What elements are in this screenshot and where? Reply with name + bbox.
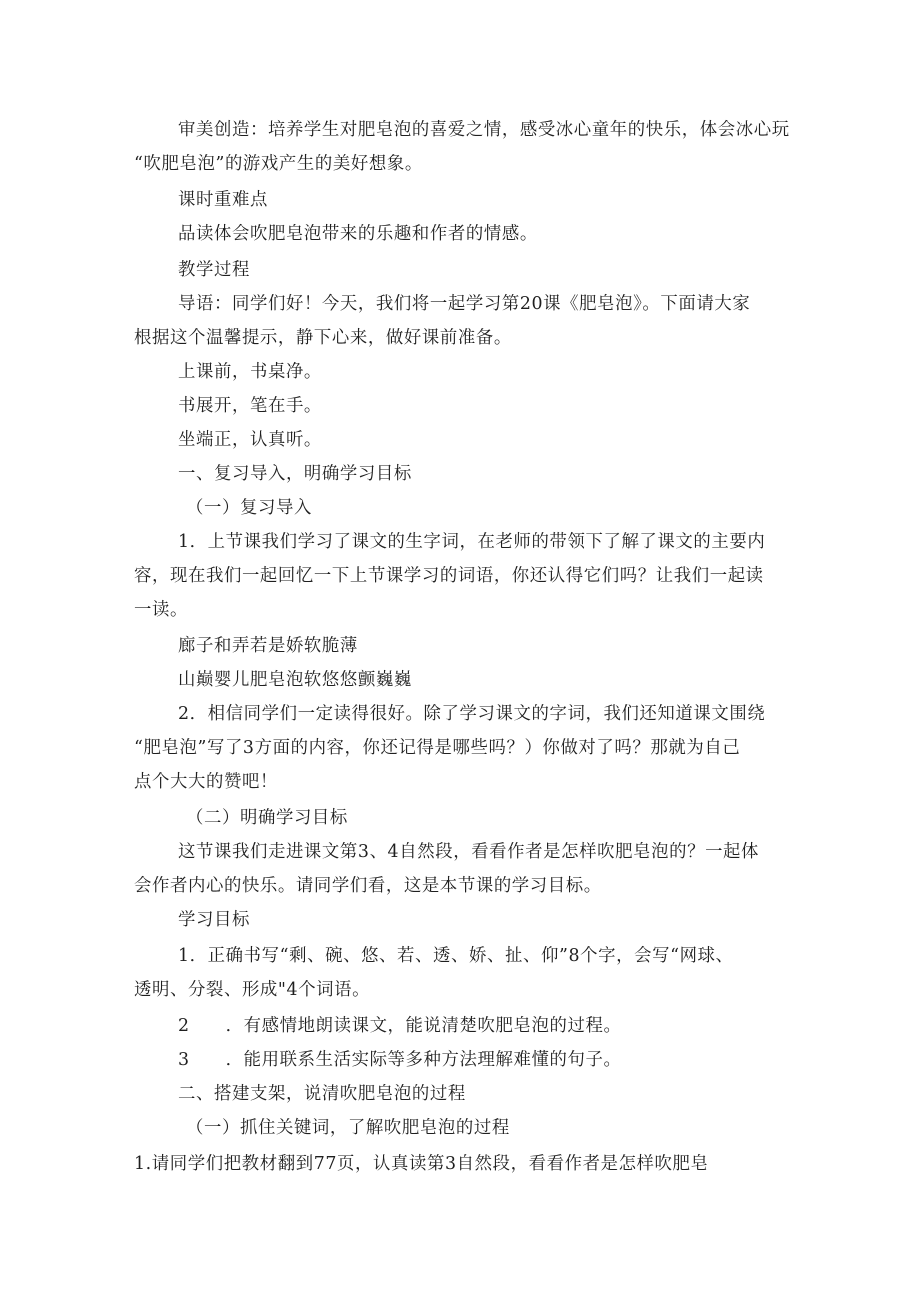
objective-line: 透明、分裂、形成"4个词语。 xyxy=(134,980,371,1000)
paragraph-line: 容，现在我们一起回忆一下上节课学习的词语，你还认得它们吗？让我们一起读 xyxy=(134,566,764,586)
paragraph-line: 这节课我们走进课文第3、4自然段，看看作者是怎样吹肥皂泡的？一起体 xyxy=(178,842,760,862)
paragraph-line: “吹肥皂泡”的游戏产生的美好想象。 xyxy=(134,154,423,174)
paragraph-line: 导语：同学们好！今天，我们将一起学习第20课《肥皂泡》。下面请大家 xyxy=(178,294,751,314)
paragraph-line: 品读体会吹肥皂泡带来的乐趣和作者的情感。 xyxy=(178,224,538,244)
paragraph-line: 1．上节课我们学习了课文的生字词，在老师的带领下了解了课文的主要内 xyxy=(178,532,766,552)
subsection-heading: （一）复习导入 xyxy=(186,498,312,518)
paragraph-line: 根据这个温馨提示，静下心来，做好课前准备。 xyxy=(134,328,512,348)
paragraph-line: 2．相信同学们一定读得很好。除了学习课文的字词，我们还知道课文围绕 xyxy=(178,704,766,724)
paragraph-line: 上课前，书桌净。 xyxy=(178,362,322,382)
objective-line: 3 ．能用联系生活实际等多种方法理解难懂的句子。 xyxy=(178,1050,622,1070)
paragraph-line: 会作者内心的快乐。请同学们看，这是本节课的学习目标。 xyxy=(134,876,602,896)
objective-line: 2 ．有感情地朗读课文，能说清楚吹肥皂泡的过程。 xyxy=(178,1016,622,1036)
section-heading: 教学过程 xyxy=(178,260,250,280)
paragraph-line: 审美创造：培养学生对肥皂泡的喜爱之情，感受冰心童年的快乐，体会冰心玩 xyxy=(178,120,790,140)
paragraph-line: 点个大大的赞吧！ xyxy=(134,772,278,792)
paragraph-line: 坐端正，认真听。 xyxy=(178,430,322,450)
paragraph-line: 一读。 xyxy=(134,600,188,620)
objective-line: 1．正确书写“剩、碗、悠、若、透、娇、扯、仰”8个字，会写“网球、 xyxy=(178,946,734,966)
subsection-heading: （一）抓住关键词，了解吹肥皂泡的过程 xyxy=(186,1118,510,1138)
section-heading: 学习目标 xyxy=(178,910,250,930)
paragraph-line: 书展开，笔在手。 xyxy=(178,396,322,416)
word-list-line: 山巅婴儿肥皂泡软悠悠颤巍巍 xyxy=(178,670,412,690)
subsection-heading: （二）明确学习目标 xyxy=(186,808,348,828)
section-heading: 课时重难点 xyxy=(178,190,268,210)
section-heading: 一、复习导入，明确学习目标 xyxy=(178,464,412,484)
word-list-line: 廊子和弄若是娇软脆薄 xyxy=(178,636,358,656)
paragraph-line: 1.请同学们把教材翻到77页，认真读第3自然段，看看作者是怎样吹肥皂 xyxy=(134,1154,709,1174)
paragraph-line: “肥皂泡”写了3方面的内容，你还记得是哪些吗？）你做对了吗？那就为自己 xyxy=(134,738,741,758)
section-heading: 二、搭建支架，说清吹肥皂泡的过程 xyxy=(178,1084,466,1104)
